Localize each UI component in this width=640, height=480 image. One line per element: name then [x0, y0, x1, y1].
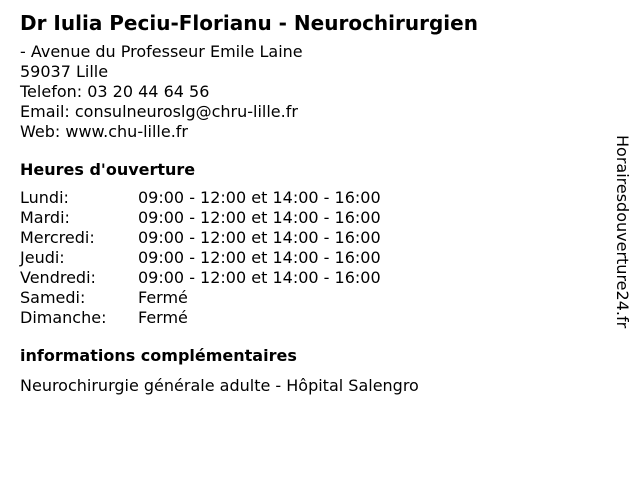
email: Email: consulneuroslg@chru-lille.fr [20, 102, 298, 121]
hours-row [20, 228, 600, 248]
info-text: Neurochirurgie générale adulte - Hôpital Salengro [20, 376, 419, 395]
hours-row [20, 188, 600, 208]
day-label: Samedi: [20, 288, 86, 307]
hours-row [20, 308, 600, 328]
hours-row [20, 288, 600, 308]
hours-row [20, 268, 600, 288]
hours-row [20, 248, 600, 268]
contact-block [20, 42, 600, 142]
info-heading: informations complémentaires [20, 346, 297, 365]
time-value: 09:00 - 12:00 et 14:00 - 16:00 [138, 248, 381, 267]
time-value: Fermé [138, 288, 188, 307]
business-card [20, 10, 600, 396]
page-title: Dr Iulia Peciu-Florianu - Neurochirurgien [20, 11, 478, 35]
hours-heading: Heures d'ouverture [20, 160, 196, 179]
day-label: Jeudi: [20, 248, 65, 267]
street-address: - Avenue du Professeur Emile Laine [20, 42, 303, 61]
day-label: Lundi: [20, 188, 69, 207]
day-label: Mercredi: [20, 228, 95, 247]
hours-table [20, 188, 600, 328]
time-value: 09:00 - 12:00 et 14:00 - 16:00 [138, 228, 381, 247]
website: Web: www.chu-lille.fr [20, 122, 189, 141]
site-watermark-label: Horairesdouverture24.fr [613, 135, 632, 329]
time-value: 09:00 - 12:00 et 14:00 - 16:00 [138, 188, 381, 207]
day-label: Vendredi: [20, 268, 96, 287]
phone: Telefon: 03 20 44 64 56 [20, 82, 210, 101]
day-label: Mardi: [20, 208, 70, 227]
day-label: Dimanche: [20, 308, 107, 327]
time-value: 09:00 - 12:00 et 14:00 - 16:00 [138, 268, 381, 287]
time-value: Fermé [138, 308, 188, 327]
time-value: 09:00 - 12:00 et 14:00 - 16:00 [138, 208, 381, 227]
hours-row [20, 208, 600, 228]
city: 59037 Lille [20, 62, 109, 81]
